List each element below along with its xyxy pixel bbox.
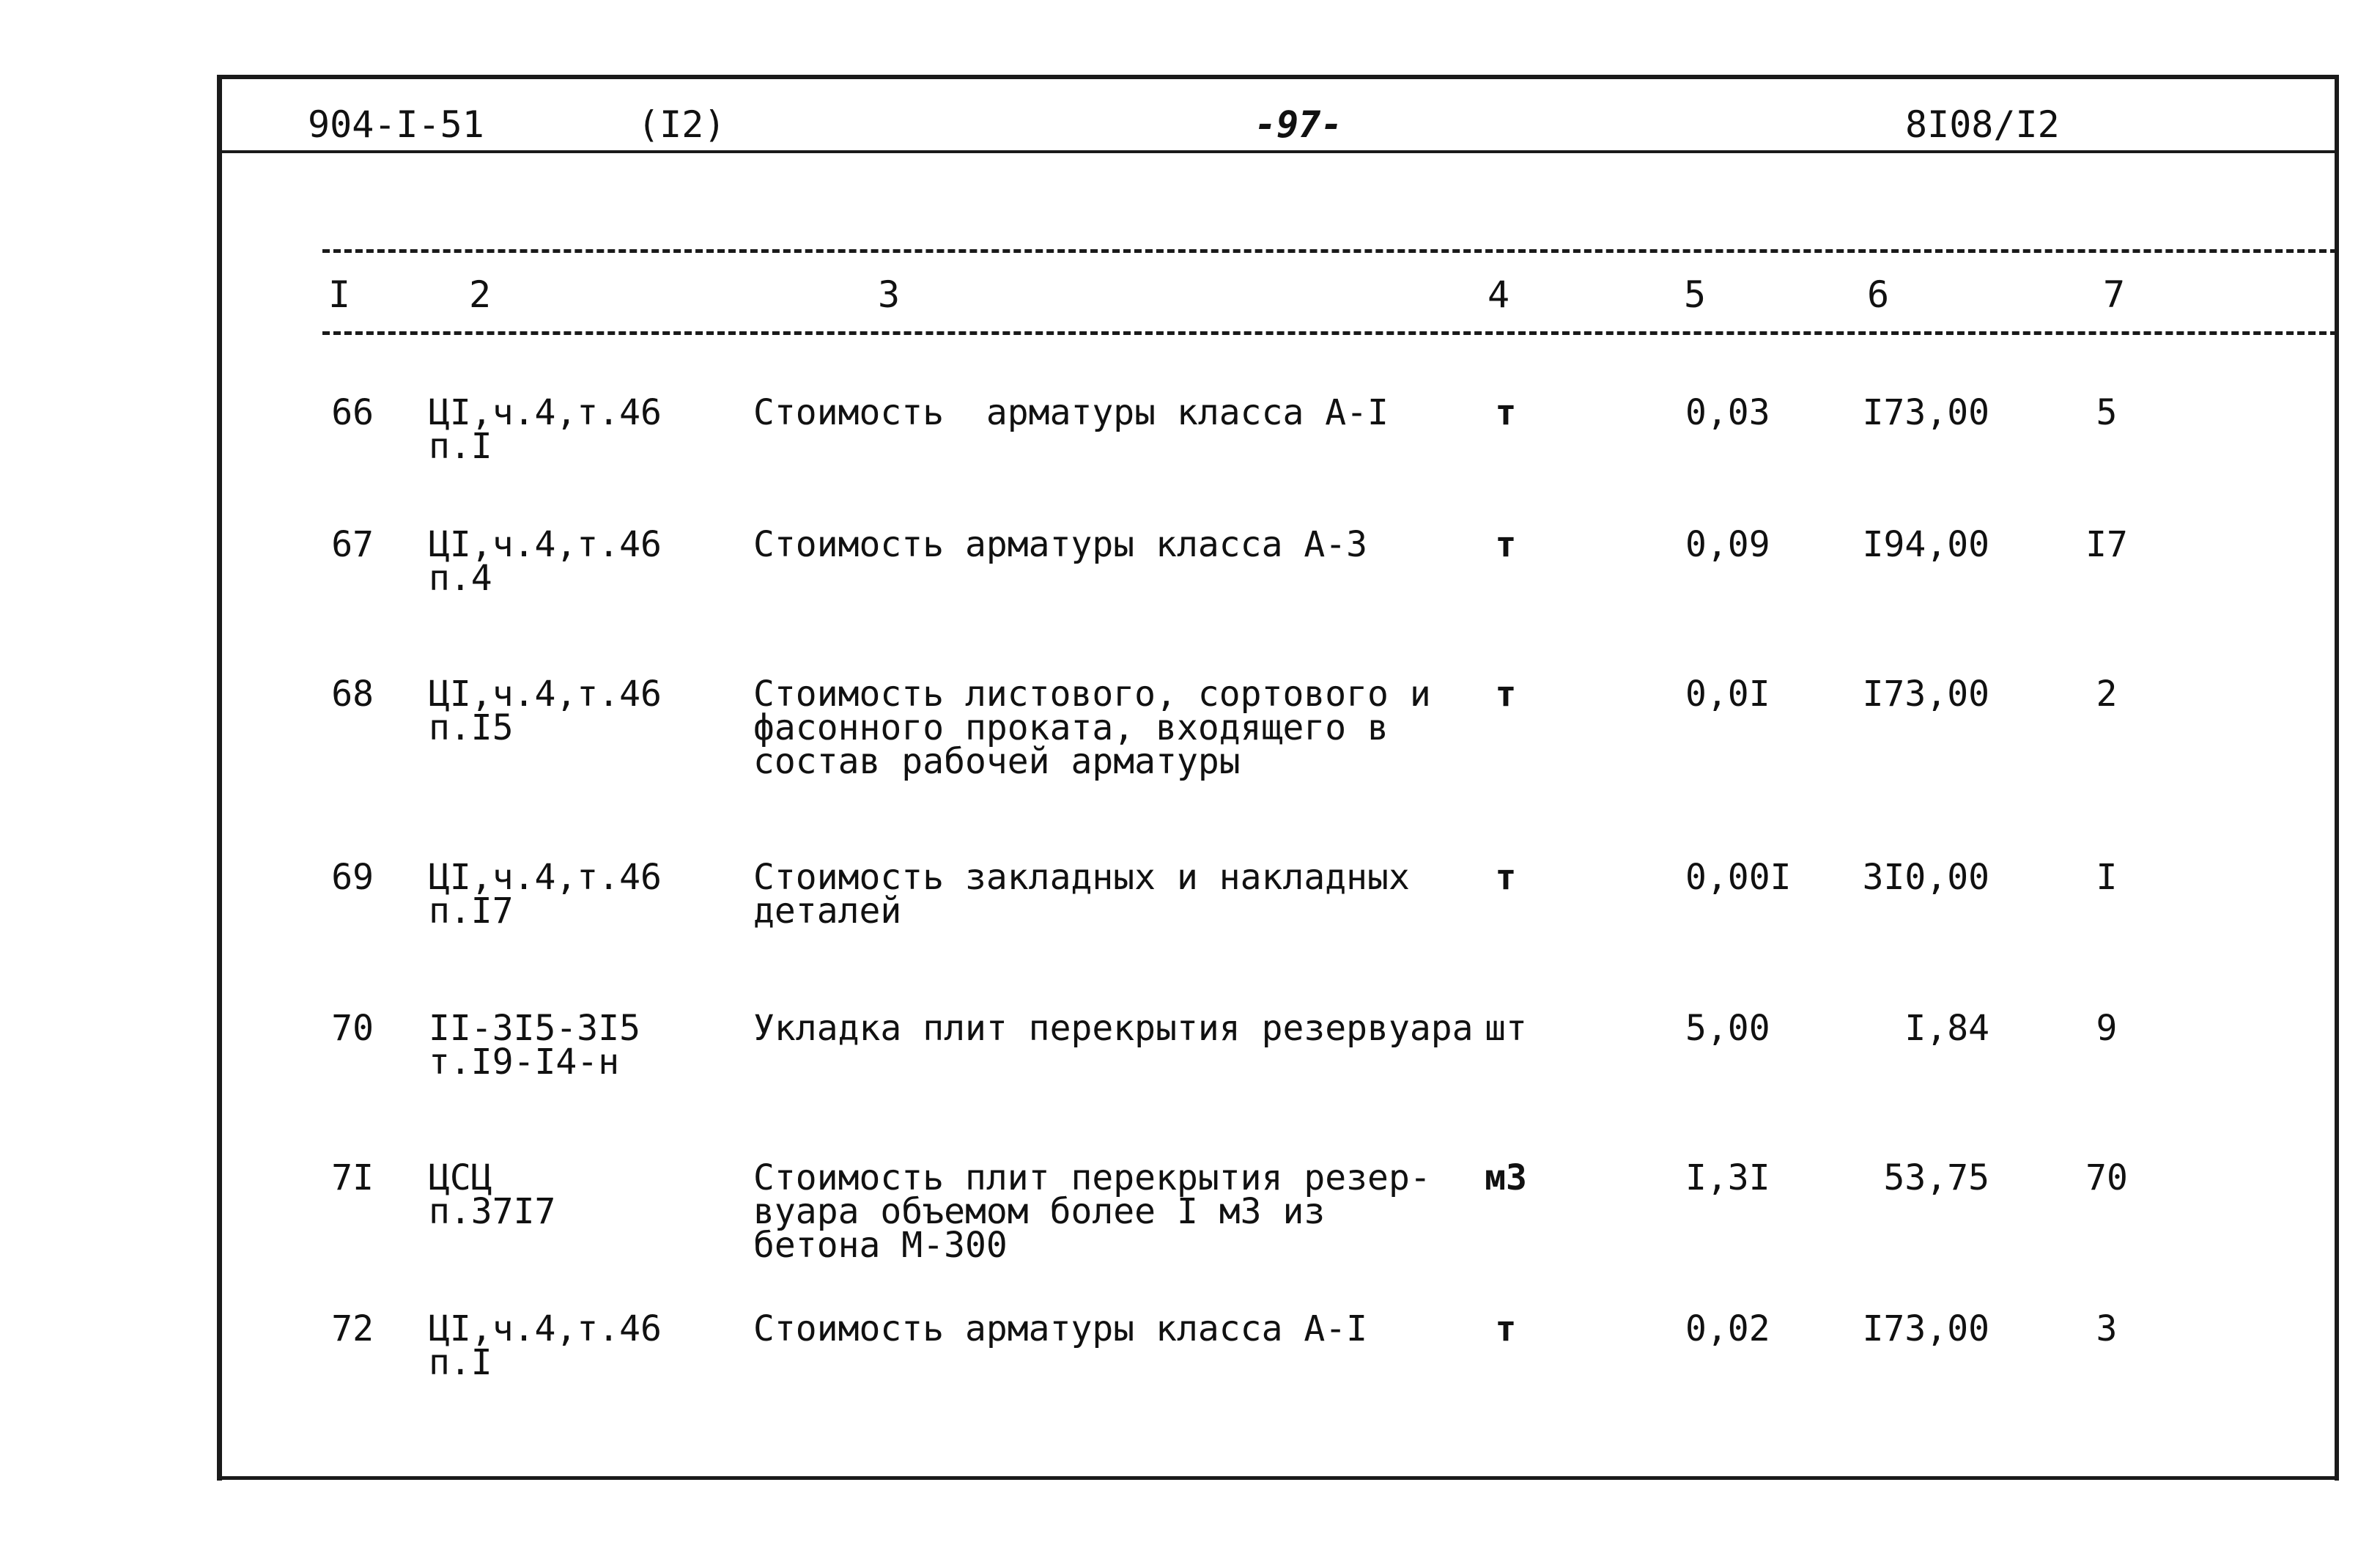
row-unit-price: I,84 xyxy=(1904,1008,1989,1049)
column-number: 5 xyxy=(1684,273,1707,316)
row-reference: ЦI,ч.4,т.46 п.I xyxy=(429,392,662,467)
row-total: I xyxy=(2096,857,2118,898)
document-code: 904-I-51 xyxy=(308,103,484,146)
row-total: 9 xyxy=(2096,1008,2118,1049)
column-number: 6 xyxy=(1867,273,1890,316)
row-unit: т xyxy=(1495,1308,1517,1349)
row-unit-price: 3I0,00 xyxy=(1862,857,1989,898)
row-number: 7I xyxy=(331,1157,374,1198)
row-reference: ЦI,ч.4,т.46 п.I xyxy=(429,1308,662,1383)
row-number: 69 xyxy=(331,857,374,898)
row-reference: ЦI,ч.4,т.46 п.I7 xyxy=(429,857,662,932)
document-number: 8I08/I2 xyxy=(1905,103,2060,146)
row-total: 2 xyxy=(2096,674,2118,715)
row-reference: ЦI,ч.4,т.46 п.I5 xyxy=(429,674,662,748)
row-total: 70 xyxy=(2085,1157,2128,1198)
row-unit: т xyxy=(1495,674,1517,715)
frame-right-border xyxy=(2335,75,2339,1481)
row-reference: ЦI,ч.4,т.46 п.4 xyxy=(429,524,662,599)
row-number: 67 xyxy=(331,524,374,565)
row-unit-price: I73,00 xyxy=(1862,674,1989,715)
sheet-number: (I2) xyxy=(638,103,726,146)
column-number: 3 xyxy=(878,273,901,316)
row-total: 5 xyxy=(2096,392,2118,433)
page-number: -97- xyxy=(1254,103,1343,146)
row-description: Стоимость закладных и накладных деталей xyxy=(753,857,1410,932)
column-header-top-rule xyxy=(322,249,2338,253)
row-quantity: I,3I xyxy=(1685,1157,1770,1198)
row-total: I7 xyxy=(2085,524,2128,565)
column-number: 2 xyxy=(469,273,492,316)
row-unit-price: I73,00 xyxy=(1862,392,1989,433)
frame-top-border xyxy=(217,75,2339,79)
row-unit: т xyxy=(1495,524,1517,565)
row-number: 70 xyxy=(331,1008,374,1049)
row-unit-price: I73,00 xyxy=(1862,1308,1989,1349)
row-unit: т xyxy=(1495,857,1517,898)
row-description: Стоимость арматуры класса А-3 xyxy=(753,524,1368,565)
row-description: Стоимость плит перекрытия резер- вуара объемом более I м3 из бетона М-300 xyxy=(753,1157,1431,1266)
column-number: I xyxy=(328,273,351,316)
row-quantity: 5,00 xyxy=(1685,1008,1770,1049)
row-quantity: 0,0I xyxy=(1685,674,1770,715)
frame-left-border xyxy=(217,76,222,1481)
row-quantity: 0,00I xyxy=(1685,857,1792,898)
column-number: 4 xyxy=(1488,273,1510,316)
column-number: 7 xyxy=(2103,273,2126,316)
row-total: 3 xyxy=(2096,1308,2118,1349)
row-number: 72 xyxy=(331,1308,374,1349)
row-number: 66 xyxy=(331,392,374,433)
row-reference: ЦСЦ п.37I7 xyxy=(429,1157,556,1232)
row-unit-price: I94,00 xyxy=(1862,524,1989,565)
header-rule xyxy=(220,150,2338,153)
row-quantity: 0,03 xyxy=(1685,392,1770,433)
row-reference: II-3I5-3I5 т.I9-I4-н xyxy=(429,1008,640,1083)
row-unit-price: 53,75 xyxy=(1883,1157,1989,1198)
row-description: Укладка плит перекрытия резервуара xyxy=(753,1008,1474,1049)
row-description: Стоимость арматуры класса А-I xyxy=(753,392,1389,433)
row-quantity: 0,02 xyxy=(1685,1308,1770,1349)
row-unit: т xyxy=(1495,392,1517,433)
frame-bottom-border xyxy=(217,1476,2339,1480)
row-quantity: 0,09 xyxy=(1685,524,1770,565)
row-unit: м3 xyxy=(1485,1157,1527,1198)
row-unit: шт xyxy=(1485,1008,1527,1049)
row-description: Стоимость арматуры класса А-I xyxy=(753,1308,1368,1349)
column-header-bottom-rule xyxy=(322,331,2338,335)
row-number: 68 xyxy=(331,674,374,715)
row-description: Стоимость листового, сортового и фасонного проката, входящего в состав рабочей арматуры xyxy=(753,674,1431,782)
